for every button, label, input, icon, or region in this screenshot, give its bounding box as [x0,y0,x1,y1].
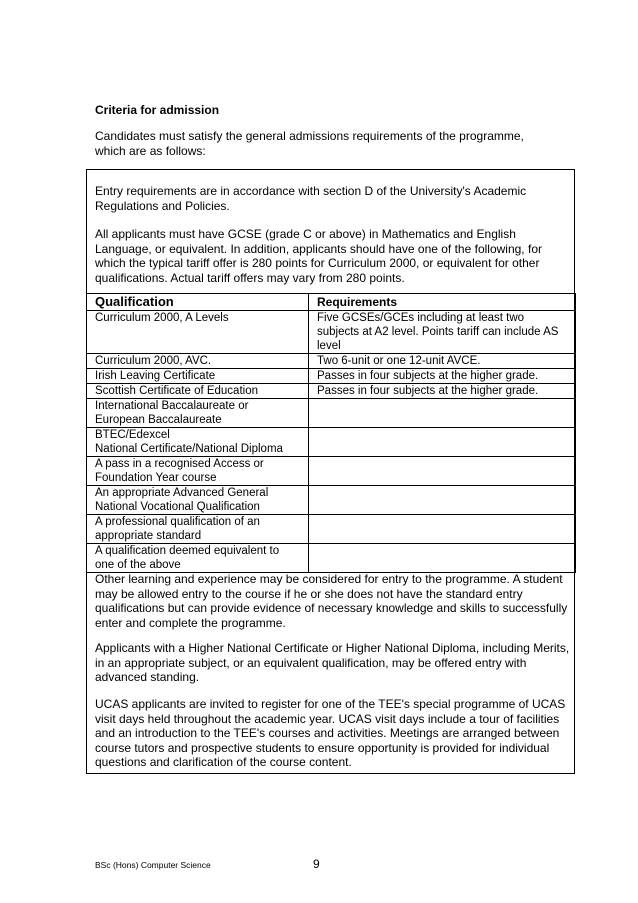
table-row [87,457,576,486]
footer-page-number: 9 [313,857,320,871]
intro-text: Candidates must satisfy the general admissions requirements of the programme, which are as follows: [95,129,524,158]
qualification-cell: Curriculum 2000, A Levels [87,311,309,354]
table-row [87,399,576,428]
qualification-cell: Curriculum 2000, AVC. [87,354,309,369]
table-row [87,384,576,399]
other-paragraph-2: Applicants with a Higher National Certificate or Higher National Diploma, including Merits, in an appropriate subject, or an equivalent qualification, may be offered entry with advanced standing. [95,641,570,684]
qualifications-table [86,293,576,573]
qualification-cell: International Baccalaureate or European Baccalaureate [87,399,309,428]
other-paragraph-3: UCAS applicants are invited to register for one of the TEE's special programme of UCAS visit days held throughout the academic year. UCAS visit days include a tour of facilities and an introduction to the TEE's courses and activities. Meetings are arranged between course tutors and prospective students to ensure opportunity is provided for individual questions and clarification of the course content. [95,697,566,769]
requirements-cell [309,428,576,457]
table-row [87,428,576,457]
requirements-cell: Passes in four subjects at the higher grade. [309,369,576,384]
entry-paragraph-2: All applicants must have GCSE (grade C or above) in Mathematics and English Language, or equivalent. In addition, applicants should have one of the following, for which the typical tariff offer is 280 points for Curriculum 2000, or equivalent for other qualifications. Actual tariff offers may vary from 280 points. [95,227,542,285]
qualification-cell: A pass in a recognised Access or Foundation Year course [87,457,309,486]
qualification-cell: A professional qualification of an appropriate standard [87,515,309,544]
table-row [87,515,576,544]
table-row [87,369,576,384]
qualification-cell: Scottish Certificate of Education [87,384,309,399]
qualification-cell: Irish Leaving Certificate [87,369,309,384]
requirements-cell: Five GCSEs/GCEs including at least two subjects at A2 level. Points tariff can include AS level [309,311,576,354]
section-heading: Criteria for admission [95,103,220,117]
table-row [87,486,576,515]
table-row [87,354,576,369]
requirements-cell [309,457,576,486]
entry-paragraph-1: Entry requirements are in accordance with section D of the University's Academic Regulations and Policies. [95,184,527,213]
qualification-cell: An appropriate Advanced General National Vocational Qualification [87,486,309,515]
table-row [87,311,576,354]
requirements-cell [309,515,576,544]
qualification-cell: A qualification deemed equivalent to one of the above [87,544,309,573]
table-header-row [87,294,576,311]
footer-course-name: BSc (Hons) Computer Science [95,860,211,870]
requirements-cell [309,544,576,573]
requirements-cell: Passes in four subjects at the higher grade. [309,384,576,399]
requirements-cell: Two 6-unit or one 12-unit AVCE. [309,354,576,369]
requirements-cell [309,399,576,428]
qualification-column-header: Qualification [87,294,309,311]
other-paragraph-1: Other learning and experience may be considered for entry to the programme. A student may be allowed entry to the course if he or she does not have the standard entry qualifications but can provide evidence of necessary knowledge and skills to successfully enter and complete the programme. [95,572,568,630]
qualification-cell: BTEC/Edexcel National Certificate/National Diploma [87,428,309,457]
requirements-column-header: Requirements [309,294,576,311]
table-row [87,544,576,573]
requirements-cell [309,486,576,515]
